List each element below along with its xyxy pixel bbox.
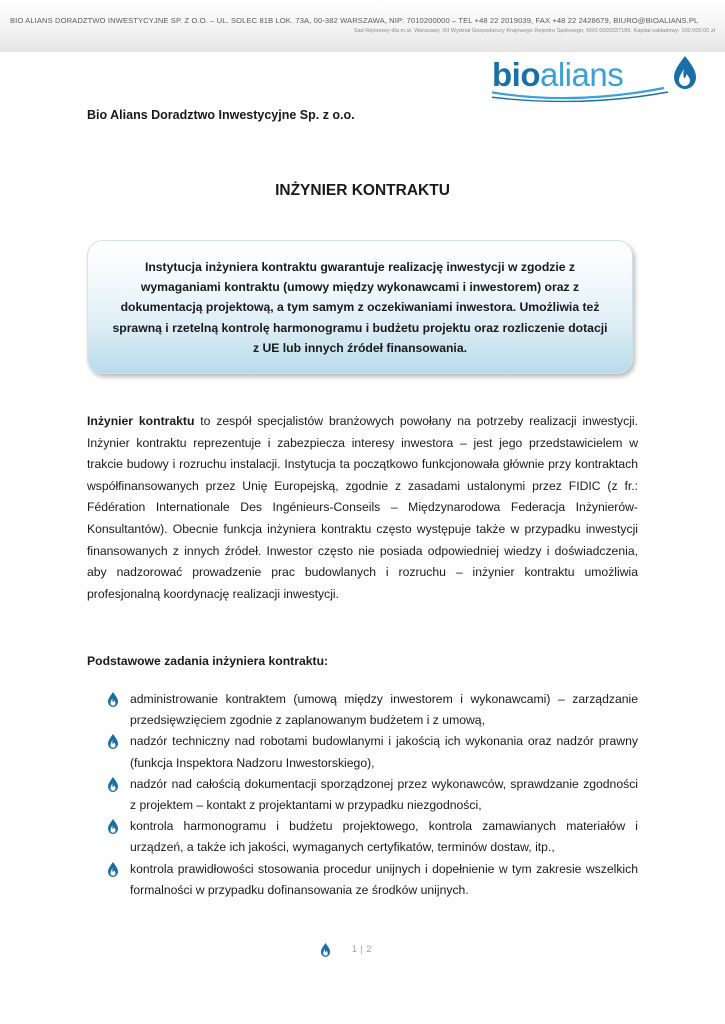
letterhead-registry-line: Sąd Rejonowy dla m.st. Warszawy, XII Wydział Gospodarczy Krajowego Rejestru Sądowego, KRS 0000337189, Kapitał zakładowy: 100.000,00 zł xyxy=(353,28,715,34)
bioalians-logo xyxy=(492,52,712,104)
flame-drop-icon xyxy=(674,56,696,89)
tasks-heading: Podstawowe zadania inżyniera kontraktu: xyxy=(87,654,329,668)
task-text: administrowanie kontraktem (umową między inwestorem i wykonawcami) – zarządzanie przedsięwzięciem zgodnie z zaplanowanym budżetem i z umową, xyxy=(130,692,638,728)
tasks-list xyxy=(87,689,638,901)
document-title: INŻYNIER KONTRAKTU xyxy=(275,182,450,199)
svg-text:bioalians xyxy=(492,56,623,93)
task-text: nadzór nad całością dokumentacji sporządzonej przez wykonawców, sprawdzanie zgodności z projektem – kontakt z projektantami w przypadku niezgodności, xyxy=(130,776,638,813)
intro-paragraph xyxy=(87,411,638,605)
company-name: Bio Alians Doradztwo Inwestycyjne Sp. z o.o. xyxy=(87,108,355,122)
intro-lead-term: Inżynier kontraktu xyxy=(87,414,195,428)
task-item xyxy=(87,689,638,731)
task-item xyxy=(87,774,638,816)
highlight-callout-box xyxy=(87,240,633,374)
flame-bullet-icon xyxy=(107,777,119,792)
task-text: nadzór techniczny nad robotami budowlanymi i jakością ich wykonania oraz nadzór prawny (funkcja Inspektora Nadzoru Inwestorskiego), xyxy=(130,734,638,770)
logo-text-alians: alians xyxy=(539,56,624,93)
flame-bullet-icon xyxy=(107,734,119,749)
task-text: kontrola harmonogramu i budżetu projektowego, kontrola zamawianych materiałów i urządzeń, a także ich jakości, wymaganych certyfikatów, terminów dostaw, itp., xyxy=(130,819,638,855)
logo-text-bio: bio xyxy=(492,56,540,93)
task-item xyxy=(87,731,638,773)
letterhead-band xyxy=(0,0,725,52)
page-footer xyxy=(0,942,725,962)
flame-bullet-icon xyxy=(107,692,119,707)
callout-text: Instytucja inżyniera kontraktu gwarantuje realizację inwestycji w zgodzie z wymaganiami kontraktu (umowy między wykonawcami i inwestorem) oraz z dokumentacją projektową, a tym samym z oczekiwaniami inwestora. Umożliwia też sprawną i rzetelną kontrolę harmonogramu i budżetu projektu oraz rozliczenie dotacji z UE lub innych źródeł finansowania. xyxy=(112,260,608,355)
letterhead-contact-line: BIO ALIANS DORADZTWO INWESTYCYJNE SP. Z O.O. – UL. SOLEC 81B LOK. 73A, 00-382 WARSZAWA, NIP: 7010200000 – TEL +48 22 2019039, FAX +48 22 2428679, BIURO@BIOALIANS.PL xyxy=(10,16,699,25)
task-item xyxy=(87,816,638,858)
flame-bullet-icon xyxy=(107,862,119,877)
intro-text: to zespół specjalistów branżowych powołany na potrzeby realizacji inwestycji. Inżynier kontraktu reprezentuje i zabezpiecza interesy inwestora – jest jego przedstawicielem w trakcie budowy i rozruchu instalacji. Instytucja ta początkowo funkcjonowała głównie przy kontraktach współfinansowanych przez Unię Europejską, zgodnie z zasadami ustalonymi przez FIDIC (z fr.: Fédération Internationale Des Ingénieurs-Conseils – Międzynarodowa Federacja Inżynierów-Konsultantów). Obecnie funkcja inżyniera kontraktu często występuje także w przypadku inwestycji finansowanych z innych źródeł. Inwestor często nie posiada odpowiedniej wiedzy i doświadczenia, aby nadzorować prowadzenie prac budowlanych i rozruchu – inżynier kontraktu umożliwia profesjonalną koordynację realizacji inwestycji. xyxy=(87,414,638,601)
flame-bullet-icon xyxy=(107,819,119,834)
task-text: kontrola prawidłowości stosowania procedur unijnych i dopełnienie w tym zakresie wszelkich formalności w przypadku dofinansowania ze środków unijnych. xyxy=(130,861,638,897)
flame-footer-icon xyxy=(320,943,331,957)
task-item xyxy=(87,859,638,901)
page-number: 1 | 2 xyxy=(352,944,372,954)
